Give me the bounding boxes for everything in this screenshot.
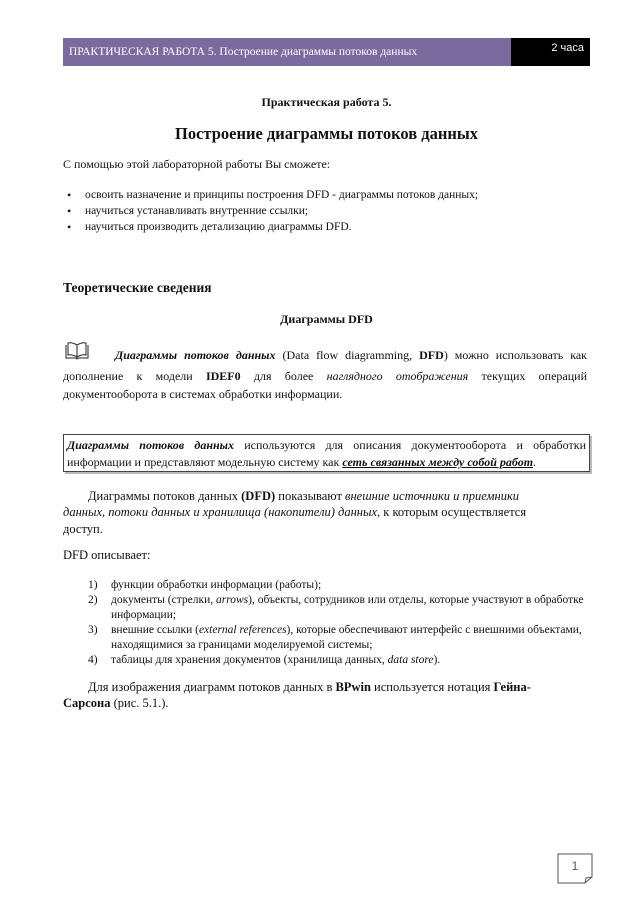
dfd-describes: DFD описывает:	[63, 548, 151, 562]
dfd-paragraph-line1: Диаграммы потоков данных (Data flow diagramming, DFD) можно использовать как	[115, 348, 587, 362]
goal-item: • научиться производить детализацию диаграммы DFD.	[63, 219, 590, 235]
dfd-heading: Диаграммы DFD	[280, 312, 373, 326]
header-title: ПРАКТИЧЕСКАЯ РАБОТА 5. Построение диаграммы потоков данных	[63, 38, 511, 66]
work-subtitle: Практическая работа 5.	[261, 95, 392, 109]
goal-item: • освоить назначение и принципы построения DFD - диаграммы потоков данных;	[63, 187, 590, 203]
goal-item: • научиться устанавливать внутренние ссылки;	[63, 203, 590, 219]
theory-heading: Теоретические сведения	[63, 280, 212, 295]
page-title: Построение диаграммы потоков данных	[174, 124, 479, 143]
list-item: 4) таблицы для хранения документов (хранилища данных, data store).	[88, 654, 441, 666]
notation-line1: Для изображения диаграмм потоков данных в BPwin используется нотация Гейна-	[88, 680, 531, 694]
dfd-shows-line2: данных, потоки данных и хранилища (накопители) данных, к которым осуществляется	[63, 505, 527, 519]
dfd-elements-list	[88, 578, 588, 668]
definition-line2: информации и представляют модельную систему как сеть связанных между собой работ.	[67, 455, 537, 469]
notation-line2: Сарсона (рис. 5.1.).	[63, 696, 169, 710]
list-item: 1) функции обработки информации (работы);	[88, 579, 322, 591]
intro-text: С помощью этой лабораторной работы Вы сможете:	[63, 157, 331, 171]
page-number: 1	[571, 859, 579, 873]
header-duration: 2 часа	[511, 38, 590, 66]
book-icon	[64, 341, 90, 361]
page-header	[63, 38, 590, 66]
dfd-shows-line1: Диаграммы потоков данных (DFD) показывают внешние источники и приемники	[88, 489, 520, 503]
dfd-paragraph-line2: дополнение к модели IDEF0 для более наглядного отображения текущих операций	[63, 369, 588, 383]
definition-line1: Диаграммы потоков данных используются для описания документооборота и обработки	[67, 438, 586, 452]
list-item: 3) внешние ссылки (external references), которые обеспечивают интерфейс с внешними объектами, находящимися за границами моделируемой системы;	[88, 624, 582, 651]
list-item: 2) документы (стрелки, arrows), объекты, сотрудников или отделы, которые участвуют в обработке информации;	[88, 594, 584, 621]
page-number-badge	[557, 853, 593, 884]
dfd-shows-line3: доступ.	[63, 522, 103, 536]
definition-box	[63, 434, 590, 472]
goals-list	[63, 187, 590, 235]
dfd-paragraph-line3: документооборота в системах обработки информации.	[63, 387, 343, 401]
